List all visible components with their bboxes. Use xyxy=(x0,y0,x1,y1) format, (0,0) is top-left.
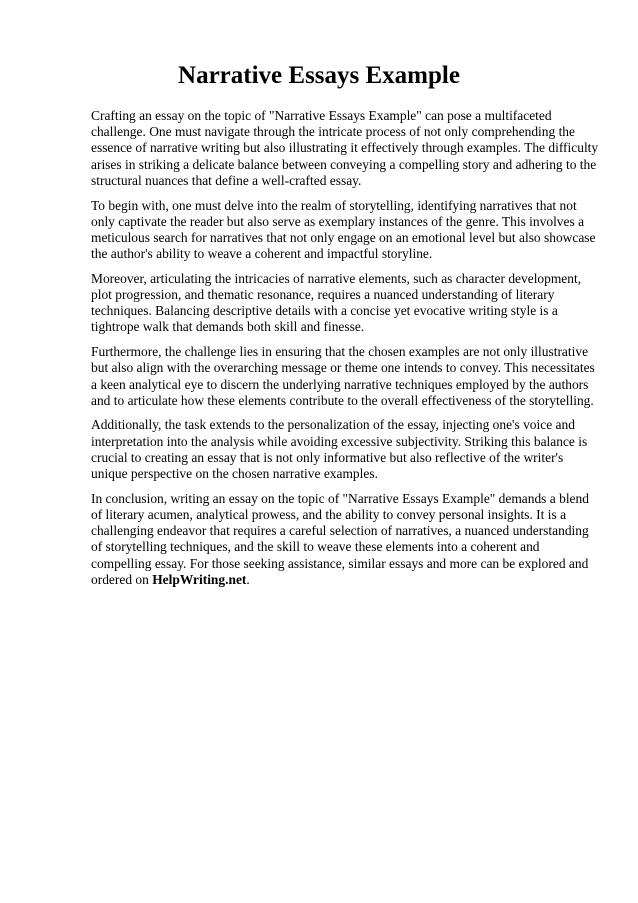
paragraph-4: Furthermore, the challenge lies in ensuring that the chosen examples are not only illustrative but also align with the overarching message or theme one intends to convey. This necessitates a keen analytical eye to discern the underlying narrative techniques employed by the authors and to articulate how these elements contribute to the overall effectiveness of the storytelling. xyxy=(91,344,595,408)
paragraph-3: Moreover, articulating the intricacies of narrative elements, such as character development, plot progression, and thematic resonance, requires a nuanced understanding of literary techniques. Balancing descriptive details with a concise yet evocative writing style is a tightrope walk that demands both skill and finesse. xyxy=(91,270,582,335)
paragraph-1: Crafting an essay on the topic of "Narrative Essays Example" can pose a multifaceted challenge. One must navigate through the intricate process of not only comprehending the essence of narrative writing but also illustrating it effectively through examples. The difficulty arises in striking a delicate balance between conveying a compelling story and adhering to the structural nuances that define a well-crafted essay. xyxy=(91,108,599,188)
helpwriting-link[interactable]: HelpWriting.net xyxy=(152,571,247,587)
conclusion-period: . xyxy=(246,571,250,587)
conclusion-text: In conclusion, writing an essay on the topic of "Narrative Essays Example" demands a blend of literary acumen, analytical prowess, and the ability to convey personal insights. It is a challenging endeavor that requires a careful selection of narratives, a nuanced understanding of storytelling techniques, and the skill to weave these elements into a coherent and compelling essay. For those seeking assistance, similar essays and more can be explored and ordered on xyxy=(91,490,589,587)
page-title: Narrative Essays Example xyxy=(178,62,460,89)
paragraph-5: Additionally, the task extends to the personalization of the essay, injecting one's voice and interpretation into the analysis while avoiding excessive subjectivity. Striking this balance is crucial to creating an essay that is not only informative but also reflective of the writer's unique perspective on the chosen narrative examples. xyxy=(91,417,588,482)
paragraph-2: To begin with, one must delve into the realm of storytelling, identifying narratives that not only captivate the reader but also serve as exemplary instances of the genre. This involves a meticulous search for narratives that not only engage on an emotional level but also showcase the author's ability to weave a coherent and impactful storyline. xyxy=(91,197,596,262)
essay-body xyxy=(91,108,599,596)
conclusion-paragraph xyxy=(91,491,599,588)
